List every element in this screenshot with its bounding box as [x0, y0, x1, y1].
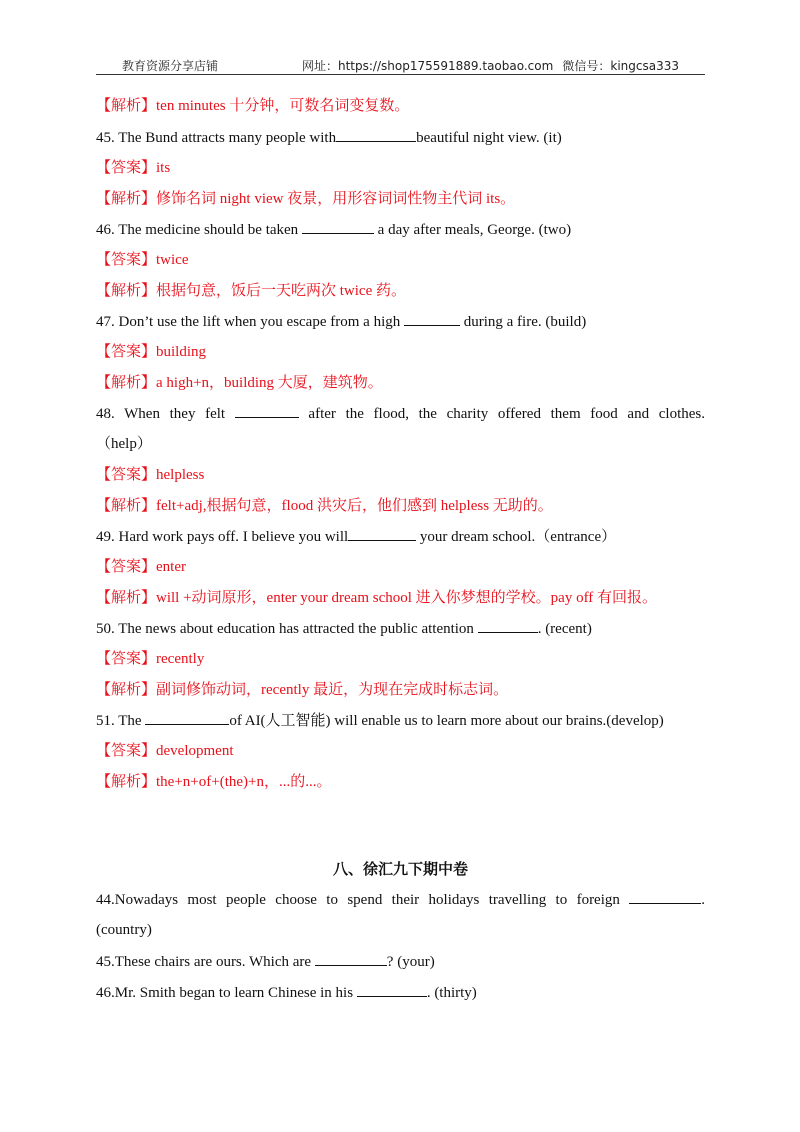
answer-blank [404, 311, 460, 326]
answer-blank [357, 982, 427, 997]
answer-blank [235, 403, 299, 418]
answer-47: 【答案】building [96, 344, 207, 360]
answer-51: 【答案】development [96, 743, 234, 759]
section-question-45: 45.These chairs are ours. Which are ? (your) [96, 951, 435, 972]
analysis-50: 【解析】副词修饰动词，recently 最近，为现在完成时标志词。 [96, 682, 509, 698]
analysis-44: 【解析】ten minutes 十分钟，可数名词变复数。 [96, 98, 410, 114]
question-45: 45. The Bund attracts many people with beautiful night view. (it) [96, 127, 562, 148]
answer-48: 【答案】helpless [96, 467, 205, 483]
analysis-51: 【解析】the+n+of+(the)+n，...的...。 [96, 774, 332, 790]
wechat-id: 微信号：kingcsa333 [562, 59, 679, 73]
page-header [96, 52, 705, 74]
analysis-49: 【解析】will +动词原形，enter your dream school 进入你梦想的学校。pay off 有回报。 [96, 590, 658, 606]
question-47: 47. Don’t use the lift when you escape from a high during a fire. (build) [96, 311, 586, 332]
question-48-continuation: （help） [96, 436, 152, 452]
answer-46: 【答案】twice [96, 252, 189, 268]
website-text: 网址：https://shop175591889.taobao.com [302, 59, 554, 73]
question-46: 46. The medicine should be taken a day after meals, George. (two) [96, 219, 571, 240]
answer-blank [315, 951, 387, 966]
answer-blank [629, 889, 701, 904]
question-48: 48. When they felt after the flood, the charity offered them food and clothes. [96, 403, 705, 424]
question-51: 51. The of AI(人工智能) will enable us to learn more about our brains.(develop) [96, 710, 664, 731]
analysis-46: 【解析】根据句意，饭后一天吃两次 twice 药。 [96, 283, 407, 299]
section-question-44-continuation: (country) [96, 922, 152, 938]
answer-blank [145, 710, 229, 725]
answer-blank [336, 127, 416, 142]
analysis-48: 【解析】felt+adj,根据句意，flood 洪灾后，他们感到 helpless 无助的。 [96, 498, 553, 514]
section-question-46: 46.Mr. Smith began to learn Chinese in his . (thirty) [96, 982, 477, 1003]
question-49: 49. Hard work pays off. I believe you will your dream school.（entrance） [96, 526, 616, 547]
analysis-45: 【解析】修饰名词 night view 夜景，用形容词词性物主代词 its。 [96, 191, 516, 207]
analysis-47: 【解析】a high+n，building 大厦，建筑物。 [96, 375, 383, 391]
section-question-44: 44.Nowadays most people choose to spend their holidays travelling to foreign . [96, 889, 705, 910]
answer-blank [302, 219, 374, 234]
answer-blank [478, 618, 538, 633]
answer-blank [348, 526, 416, 541]
shop-name: 教育资源分享店铺 [122, 59, 219, 73]
section-title: 八、徐汇九下期中卷 [332, 860, 468, 878]
answer-50: 【答案】recently [96, 651, 205, 667]
question-50: 50. The news about education has attracted the public attention . (recent) [96, 618, 592, 639]
header-divider [96, 74, 705, 75]
answer-45: 【答案】its [96, 160, 171, 176]
answer-49: 【答案】enter [96, 559, 186, 575]
